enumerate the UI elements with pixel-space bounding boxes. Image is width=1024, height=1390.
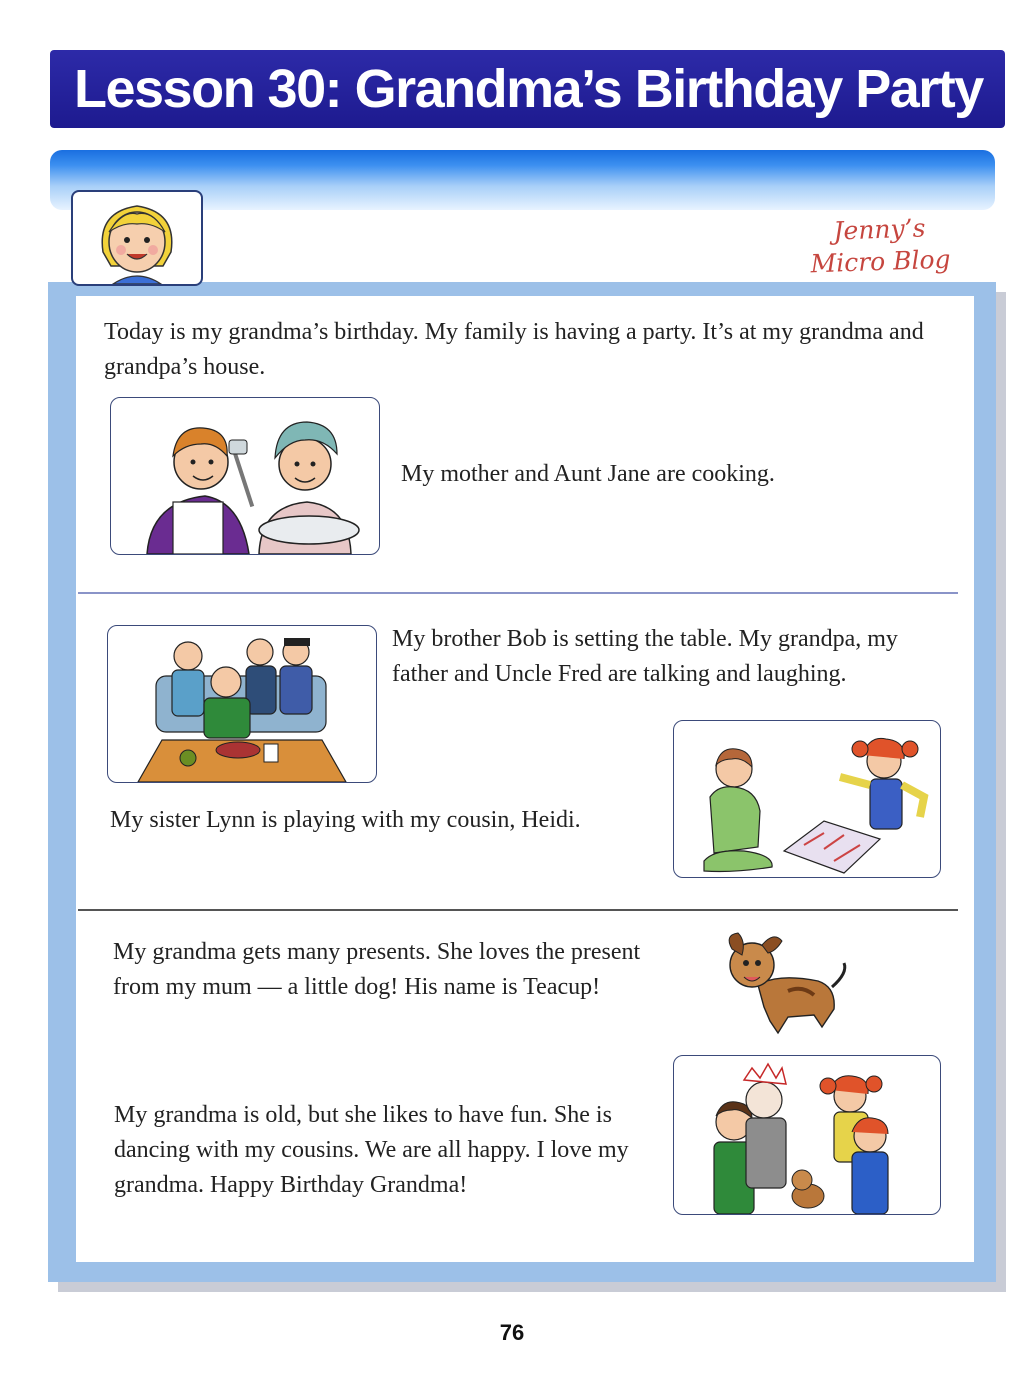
blog-tag-line2: Micro Blog	[810, 244, 951, 279]
presents-paragraph: My grandma gets many presents. She loves the present from my mum — a little dog! His name is Teacup!	[113, 939, 641, 1000]
girl-avatar-icon	[73, 192, 201, 284]
intro-paragraph: Today is my grandma’s birthday. My family is having a party. It’s at my grandma and grandpa’s house.	[104, 319, 924, 380]
section-divider	[78, 909, 958, 911]
blog-tag	[799, 211, 961, 281]
playing-paragraph: My sister Lynn is playing with my cousin, Heidi.	[110, 807, 581, 833]
section-divider	[78, 592, 958, 594]
table-setting-picture	[107, 625, 377, 783]
lesson-title: Lesson 30: Grandma’s Birthday Party	[74, 59, 983, 119]
playing-picture	[673, 720, 941, 878]
avatar	[71, 190, 203, 286]
table-paragraph: My brother Bob is setting the table. My grandpa, my father and Uncle Fred are talking and laughing.	[392, 626, 898, 687]
cooking-paragraph: My mother and Aunt Jane are cooking.	[401, 461, 775, 487]
dog-picture	[718, 925, 858, 1040]
cooking-picture	[110, 397, 380, 555]
dog-icon	[718, 925, 858, 1040]
dancing-picture	[673, 1055, 941, 1215]
page-number: 76	[499, 1320, 525, 1345]
dancing-paragraph: My grandma is old, but she likes to have fun. She is dancing with my cousins. We are all happy. I love my grandma. Happy Birthday Grandma!	[114, 1102, 629, 1198]
girls-playing-illustration-icon	[674, 721, 940, 877]
dancing-illustration-icon	[674, 1056, 940, 1214]
blog-tag-line1: Jenny’s	[832, 213, 926, 246]
family-table-illustration-icon	[108, 626, 376, 782]
cooking-illustration-icon	[111, 398, 379, 554]
